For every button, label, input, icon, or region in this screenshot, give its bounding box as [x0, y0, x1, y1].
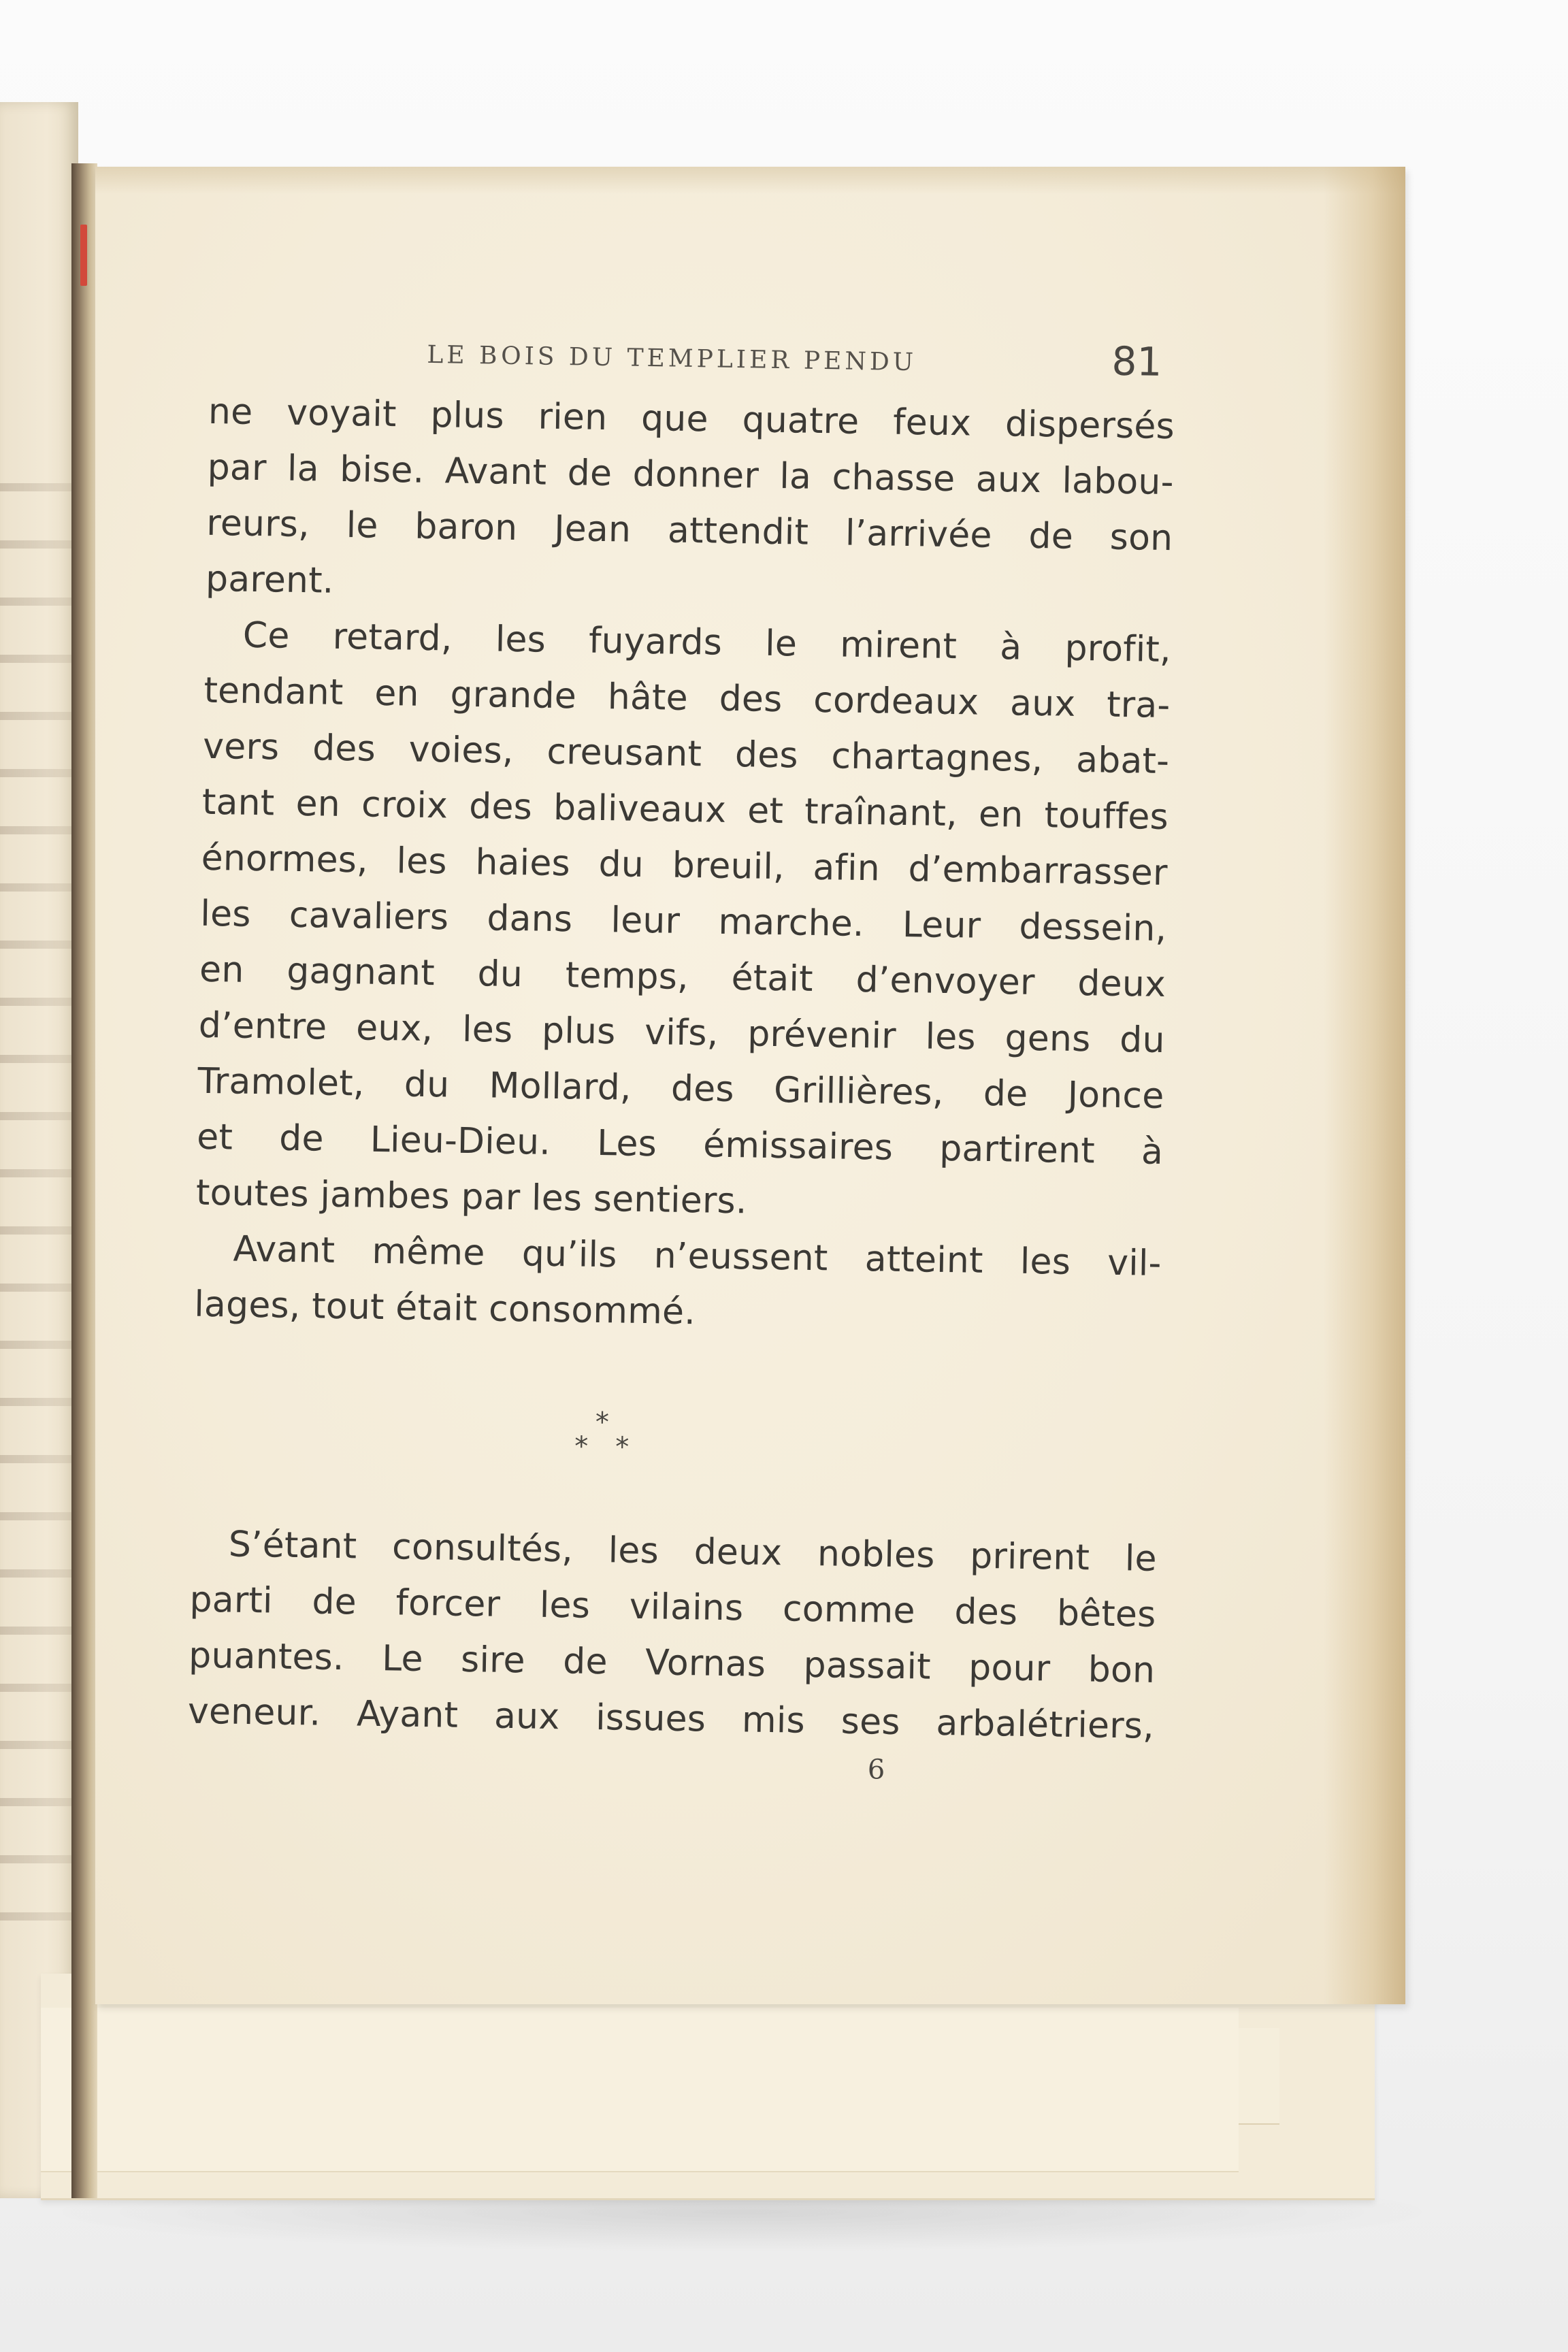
paragraph-2-line-6: les cavaliers dans leur marche. Leur dessein,: [199, 893, 1167, 950]
page-content: [186, 323, 1176, 1809]
paragraph-4-line-2: parti de forcer les vilains comme des bêtes: [189, 1579, 1156, 1635]
spine-ribbon-mark: [80, 225, 87, 286]
paragraph-2-line-1: Ce retard, les fuyards le mirent à profit,: [242, 615, 1172, 671]
page-number: 81: [1111, 338, 1162, 385]
paragraph-1-line-3: reurs, le baron Jean attendit l’arrivée de son: [206, 502, 1173, 559]
paragraph-4-line-4: veneur. Ayant aux issues mis ses arbalétriers,: [187, 1690, 1155, 1747]
paragraph-2-line-8: d’entre eux, les plus vifs, prévenir les gens du: [198, 1004, 1166, 1062]
paragraph-2-line-7: en gagnant du temps, était d’envoyer deux: [199, 949, 1166, 1006]
page-stack-edge: [41, 2008, 1239, 2172]
left-page-cropped-text: [0, 456, 75, 1953]
paragraph-1-line-4: parent.: [205, 558, 335, 602]
signature-mark: 6: [867, 1754, 885, 1786]
asterism-star-right: *: [615, 1431, 630, 1463]
page-edge-foxing: [1324, 167, 1405, 2004]
paragraph-2-line-2: tendant en grande hâte des cordeaux aux tra-: [203, 670, 1171, 727]
asterism-star-top: *: [595, 1406, 610, 1439]
paragraph-2-line-9: Tramolet, du Mollard, des Grillières, de Jonce: [197, 1060, 1164, 1117]
paragraph-2-line-5: énormes, les haies du breuil, afin d’embarrasser: [201, 837, 1169, 894]
paragraph-3-line-2: lages, tout était consommé.: [193, 1284, 696, 1333]
left-facing-page: [0, 102, 78, 2198]
page-top-foxing: [95, 167, 1405, 194]
paragraph-1-line-2: par la bise. Avant de donner la chasse aux labou-: [207, 446, 1175, 504]
paragraph-4-line-1: S’étant consultés, les deux nobles prirent le: [228, 1524, 1158, 1580]
paragraph-2-line-4: tant en croix des baliveaux et traînant, en touffes: [201, 781, 1169, 838]
paragraph-2-line-11: toutes jambes par les sentiers.: [195, 1172, 748, 1222]
paragraph-2-line-10: et de Lieu-Dieu. Les émissaires partirent à: [196, 1116, 1164, 1173]
book-page: [95, 167, 1405, 2004]
paragraph-3-line-1: Avant même qu’ils n’eussent atteint les vil-: [233, 1228, 1162, 1284]
paragraph-2-line-3: vers des voies, creusant des chartagnes, abat-: [202, 725, 1170, 783]
asterism-star-left: *: [574, 1431, 589, 1463]
book-spine: [71, 163, 97, 2198]
running-head-title: LE BOIS DU TEMPLIER PENDU: [427, 340, 917, 377]
paragraph-4-line-3: puantes. Le sire de Vornas passait pour bon: [188, 1635, 1156, 1691]
paragraph-1-line-1: ne voyait plus rien que quatre feux dispersés: [208, 391, 1175, 448]
section-break-asterism: [191, 1373, 1160, 1531]
